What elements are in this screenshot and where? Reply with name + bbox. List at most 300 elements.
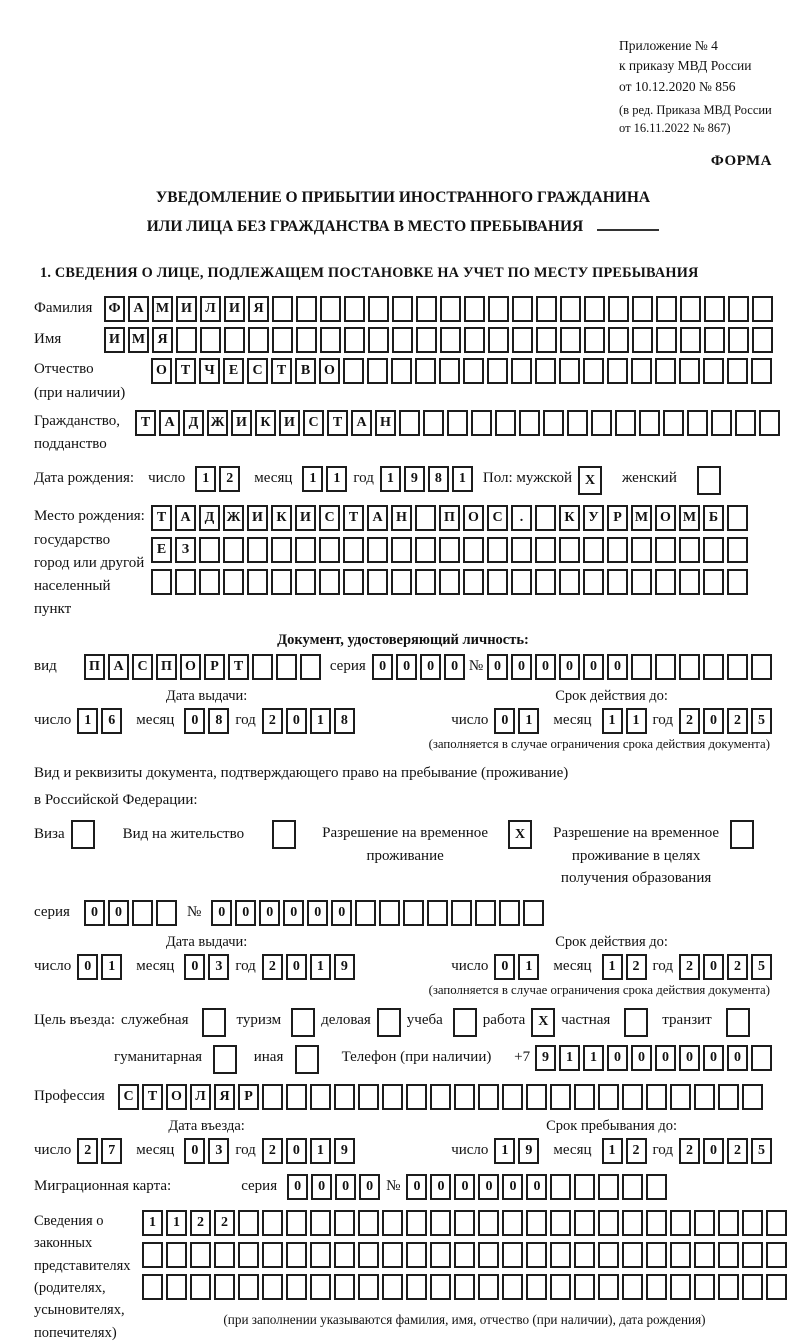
birth-year-cell[interactable]: 9 (404, 466, 425, 492)
sex-male-checkbox[interactable]: X (578, 466, 602, 495)
birth-place-char-cell[interactable]: М (631, 505, 652, 531)
surname-char-cell[interactable]: И (176, 296, 197, 322)
profession-char-cell[interactable]: О (166, 1084, 187, 1110)
entry-month-cell[interactable]: 3 (208, 1138, 229, 1164)
birth-place-char-cell[interactable] (343, 569, 364, 595)
surname-char-cell[interactable] (512, 296, 533, 322)
birth-place-char-cell[interactable] (631, 537, 652, 563)
citizenship-char-cell[interactable] (519, 410, 540, 436)
representatives-char-cell[interactable] (166, 1242, 187, 1268)
profession-char-cell[interactable] (670, 1084, 691, 1110)
id-issue-day-cell[interactable]: 6 (101, 708, 122, 734)
firstname-char-cell[interactable] (752, 327, 773, 353)
birth-place-char-cell[interactable] (151, 569, 172, 595)
patronymic-char-cell[interactable]: С (247, 358, 268, 384)
firstname-char-cell[interactable]: Я (152, 327, 173, 353)
patronymic-char-cell[interactable] (439, 358, 460, 384)
representatives-char-cell[interactable] (502, 1274, 523, 1300)
firstname-char-cell[interactable] (296, 327, 317, 353)
migration-series-cell[interactable]: 0 (359, 1174, 380, 1200)
profession-char-cell[interactable] (286, 1084, 307, 1110)
birth-place-char-cell[interactable]: Т (343, 505, 364, 531)
birth-place-char-cell[interactable] (559, 569, 580, 595)
profession-char-cell[interactable] (742, 1084, 763, 1110)
migration-number-cell[interactable]: 0 (526, 1174, 547, 1200)
representatives-char-cell[interactable] (526, 1274, 547, 1300)
representatives-char-cell[interactable] (646, 1274, 667, 1300)
representatives-char-cell[interactable] (694, 1242, 715, 1268)
birth-place-char-cell[interactable] (463, 569, 484, 595)
surname-char-cell[interactable] (320, 296, 341, 322)
id-doc-number-cell[interactable] (727, 654, 748, 680)
representatives-char-cell[interactable] (310, 1274, 331, 1300)
stay-year-cell[interactable]: 5 (751, 1138, 772, 1164)
birth-place-char-cell[interactable] (463, 537, 484, 563)
residence-number-cell[interactable]: 0 (259, 900, 280, 926)
id-issue-month-cell[interactable]: 8 (208, 708, 229, 734)
id-valid-year-cell[interactable]: 2 (679, 708, 700, 734)
residence-valid-month-cell[interactable]: 2 (626, 954, 647, 980)
representatives-char-cell[interactable] (742, 1242, 763, 1268)
patronymic-char-cell[interactable]: Т (175, 358, 196, 384)
migration-number-cell[interactable] (574, 1174, 595, 1200)
residence-permit-checkbox[interactable] (272, 820, 296, 849)
birth-place-char-cell[interactable] (199, 569, 220, 595)
representatives-char-cell[interactable] (550, 1210, 571, 1236)
representatives-char-cell[interactable] (478, 1242, 499, 1268)
surname-char-cell[interactable] (416, 296, 437, 322)
birth-place-char-cell[interactable]: Р (607, 505, 628, 531)
temp-residence-checkbox[interactable]: X (508, 820, 532, 849)
id-doc-type-cell[interactable]: П (84, 654, 105, 680)
stay-year-cell[interactable]: 0 (703, 1138, 724, 1164)
birth-place-char-cell[interactable]: З (175, 537, 196, 563)
id-doc-series-cell[interactable]: 0 (372, 654, 393, 680)
purpose-business-checkbox[interactable] (377, 1008, 401, 1037)
purpose-work-checkbox[interactable]: X (531, 1008, 555, 1037)
residence-valid-day-cell[interactable]: 1 (518, 954, 539, 980)
representatives-char-cell[interactable] (334, 1274, 355, 1300)
representatives-char-cell[interactable] (622, 1210, 643, 1236)
visa-checkbox[interactable] (71, 820, 95, 849)
representatives-char-cell[interactable] (718, 1274, 739, 1300)
profession-char-cell[interactable]: Л (190, 1084, 211, 1110)
birth-place-char-cell[interactable]: А (175, 505, 196, 531)
birth-place-char-cell[interactable]: У (583, 505, 604, 531)
id-doc-type-cell[interactable]: Т (228, 654, 249, 680)
patronymic-char-cell[interactable] (631, 358, 652, 384)
birth-place-char-cell[interactable] (655, 537, 676, 563)
representatives-char-cell[interactable] (574, 1210, 595, 1236)
migration-number-cell[interactable]: 0 (502, 1174, 523, 1200)
birth-place-char-cell[interactable] (583, 569, 604, 595)
citizenship-char-cell[interactable]: С (303, 410, 324, 436)
representatives-char-cell[interactable] (574, 1274, 595, 1300)
id-doc-type-cell[interactable] (276, 654, 297, 680)
patronymic-char-cell[interactable] (655, 358, 676, 384)
birth-month-cell[interactable]: 1 (302, 466, 323, 492)
id-valid-day-cell[interactable]: 1 (518, 708, 539, 734)
patronymic-char-cell[interactable]: Ч (199, 358, 220, 384)
residence-valid-month-cell[interactable]: 1 (602, 954, 623, 980)
birth-place-char-cell[interactable] (607, 537, 628, 563)
surname-char-cell[interactable] (272, 296, 293, 322)
profession-char-cell[interactable] (622, 1084, 643, 1110)
birth-place-char-cell[interactable] (487, 537, 508, 563)
birth-place-char-cell[interactable] (415, 537, 436, 563)
patronymic-char-cell[interactable] (559, 358, 580, 384)
patronymic-char-cell[interactable]: В (295, 358, 316, 384)
surname-char-cell[interactable] (536, 296, 557, 322)
surname-char-cell[interactable] (752, 296, 773, 322)
birth-place-char-cell[interactable]: О (463, 505, 484, 531)
representatives-char-cell[interactable] (190, 1274, 211, 1300)
purpose-humanitarian-checkbox[interactable] (213, 1045, 237, 1074)
firstname-char-cell[interactable] (464, 327, 485, 353)
firstname-char-cell[interactable] (344, 327, 365, 353)
birth-day-cell[interactable]: 2 (219, 466, 240, 492)
id-doc-type-cell[interactable] (252, 654, 273, 680)
id-issue-year-cell[interactable]: 8 (334, 708, 355, 734)
birth-year-cell[interactable]: 8 (428, 466, 449, 492)
birth-place-char-cell[interactable] (367, 569, 388, 595)
patronymic-char-cell[interactable] (607, 358, 628, 384)
birth-place-char-cell[interactable] (703, 569, 724, 595)
birth-place-char-cell[interactable]: М (679, 505, 700, 531)
residence-issue-year-cell[interactable]: 1 (310, 954, 331, 980)
profession-char-cell[interactable] (406, 1084, 427, 1110)
birth-place-char-cell[interactable] (223, 537, 244, 563)
migration-number-cell[interactable]: 0 (406, 1174, 427, 1200)
birth-place-char-cell[interactable] (655, 569, 676, 595)
phone-digit-cell[interactable]: 0 (607, 1045, 628, 1071)
id-doc-number-cell[interactable]: 0 (607, 654, 628, 680)
birth-place-char-cell[interactable]: А (367, 505, 388, 531)
birth-place-char-cell[interactable] (367, 537, 388, 563)
residence-series-cell[interactable]: 0 (84, 900, 105, 926)
purpose-study-checkbox[interactable] (453, 1008, 477, 1037)
patronymic-char-cell[interactable] (703, 358, 724, 384)
birth-place-char-cell[interactable] (727, 505, 748, 531)
entry-month-cell[interactable]: 0 (184, 1138, 205, 1164)
id-doc-type-cell[interactable]: С (132, 654, 153, 680)
representatives-char-cell[interactable] (550, 1242, 571, 1268)
migration-number-cell[interactable] (550, 1174, 571, 1200)
birth-place-char-cell[interactable] (631, 569, 652, 595)
profession-char-cell[interactable] (358, 1084, 379, 1110)
citizenship-char-cell[interactable] (447, 410, 468, 436)
representatives-char-cell[interactable] (526, 1242, 547, 1268)
stay-day-cell[interactable]: 1 (494, 1138, 515, 1164)
birth-place-char-cell[interactable]: Т (151, 505, 172, 531)
birth-place-char-cell[interactable] (223, 569, 244, 595)
citizenship-char-cell[interactable] (663, 410, 684, 436)
birth-place-char-cell[interactable] (295, 569, 316, 595)
citizenship-char-cell[interactable]: А (159, 410, 180, 436)
patronymic-char-cell[interactable] (535, 358, 556, 384)
representatives-char-cell[interactable] (190, 1242, 211, 1268)
representatives-char-cell[interactable] (766, 1242, 787, 1268)
entry-day-cell[interactable]: 2 (77, 1138, 98, 1164)
profession-char-cell[interactable] (382, 1084, 403, 1110)
firstname-char-cell[interactable] (680, 327, 701, 353)
patronymic-char-cell[interactable]: О (151, 358, 172, 384)
representatives-char-cell[interactable] (238, 1242, 259, 1268)
representatives-char-cell[interactable] (310, 1210, 331, 1236)
residence-issue-day-cell[interactable]: 0 (77, 954, 98, 980)
birth-place-char-cell[interactable]: О (655, 505, 676, 531)
id-doc-series-cell[interactable]: 0 (420, 654, 441, 680)
id-doc-series-cell[interactable]: 0 (396, 654, 417, 680)
representatives-char-cell[interactable] (718, 1242, 739, 1268)
stay-month-cell[interactable]: 1 (602, 1138, 623, 1164)
representatives-char-cell[interactable] (574, 1242, 595, 1268)
representatives-char-cell[interactable] (622, 1274, 643, 1300)
firstname-char-cell[interactable] (320, 327, 341, 353)
citizenship-char-cell[interactable]: Д (183, 410, 204, 436)
entry-day-cell[interactable]: 7 (101, 1138, 122, 1164)
representatives-char-cell[interactable] (406, 1242, 427, 1268)
migration-number-cell[interactable] (622, 1174, 643, 1200)
residence-issue-year-cell[interactable]: 9 (334, 954, 355, 980)
representatives-char-cell[interactable] (502, 1210, 523, 1236)
purpose-transit-checkbox[interactable] (726, 1008, 750, 1037)
residence-valid-year-cell[interactable]: 5 (751, 954, 772, 980)
birth-place-char-cell[interactable]: К (559, 505, 580, 531)
representatives-char-cell[interactable] (430, 1210, 451, 1236)
residence-issue-year-cell[interactable]: 2 (262, 954, 283, 980)
birth-place-char-cell[interactable] (415, 505, 436, 531)
representatives-char-cell[interactable] (382, 1242, 403, 1268)
birth-place-char-cell[interactable] (607, 569, 628, 595)
purpose-private-checkbox[interactable] (624, 1008, 648, 1037)
birth-place-char-cell[interactable] (679, 537, 700, 563)
representatives-char-cell[interactable] (238, 1274, 259, 1300)
birth-place-char-cell[interactable] (583, 537, 604, 563)
phone-digit-cell[interactable]: 9 (535, 1045, 556, 1071)
birth-place-char-cell[interactable]: И (295, 505, 316, 531)
representatives-char-cell[interactable] (478, 1274, 499, 1300)
residence-issue-month-cell[interactable]: 3 (208, 954, 229, 980)
citizenship-char-cell[interactable]: К (255, 410, 276, 436)
id-doc-number-cell[interactable]: 0 (487, 654, 508, 680)
birth-place-char-cell[interactable] (535, 505, 556, 531)
birth-place-char-cell[interactable] (271, 537, 292, 563)
phone-digit-cell[interactable]: 0 (655, 1045, 676, 1071)
birth-place-char-cell[interactable]: . (511, 505, 532, 531)
profession-char-cell[interactable]: Я (214, 1084, 235, 1110)
patronymic-char-cell[interactable]: О (319, 358, 340, 384)
representatives-char-cell[interactable] (670, 1274, 691, 1300)
firstname-char-cell[interactable] (632, 327, 653, 353)
birth-place-char-cell[interactable]: Ж (223, 505, 244, 531)
residence-number-cell[interactable]: 0 (211, 900, 232, 926)
representatives-char-cell[interactable] (214, 1242, 235, 1268)
firstname-char-cell[interactable] (584, 327, 605, 353)
birth-place-char-cell[interactable] (247, 569, 268, 595)
residence-number-cell[interactable]: 0 (307, 900, 328, 926)
birth-place-char-cell[interactable]: Е (151, 537, 172, 563)
representatives-char-cell[interactable]: 1 (142, 1210, 163, 1236)
firstname-char-cell[interactable]: М (128, 327, 149, 353)
profession-char-cell[interactable] (574, 1084, 595, 1110)
profession-char-cell[interactable] (334, 1084, 355, 1110)
representatives-char-cell[interactable] (598, 1274, 619, 1300)
patronymic-char-cell[interactable]: Т (271, 358, 292, 384)
phone-digit-cell[interactable]: 0 (631, 1045, 652, 1071)
citizenship-char-cell[interactable]: Т (327, 410, 348, 436)
residence-issue-year-cell[interactable]: 0 (286, 954, 307, 980)
representatives-char-cell[interactable] (310, 1242, 331, 1268)
surname-char-cell[interactable]: М (152, 296, 173, 322)
citizenship-char-cell[interactable] (639, 410, 660, 436)
profession-char-cell[interactable] (430, 1084, 451, 1110)
migration-number-cell[interactable]: 0 (478, 1174, 499, 1200)
citizenship-char-cell[interactable]: И (279, 410, 300, 436)
citizenship-char-cell[interactable] (471, 410, 492, 436)
representatives-char-cell[interactable] (622, 1242, 643, 1268)
representatives-char-cell[interactable] (382, 1210, 403, 1236)
migration-number-cell[interactable]: 0 (430, 1174, 451, 1200)
id-doc-number-cell[interactable]: 0 (559, 654, 580, 680)
firstname-char-cell[interactable] (704, 327, 725, 353)
residence-valid-day-cell[interactable]: 0 (494, 954, 515, 980)
birth-place-char-cell[interactable] (319, 569, 340, 595)
patronymic-char-cell[interactable] (727, 358, 748, 384)
birth-place-char-cell[interactable] (391, 537, 412, 563)
birth-place-char-cell[interactable]: К (271, 505, 292, 531)
representatives-char-cell[interactable] (358, 1274, 379, 1300)
birth-place-char-cell[interactable] (487, 569, 508, 595)
stay-year-cell[interactable]: 2 (679, 1138, 700, 1164)
firstname-char-cell[interactable] (272, 327, 293, 353)
birth-place-char-cell[interactable] (247, 537, 268, 563)
surname-char-cell[interactable]: Ф (104, 296, 125, 322)
migration-number-cell[interactable] (646, 1174, 667, 1200)
phone-digit-cell[interactable]: 1 (559, 1045, 580, 1071)
citizenship-char-cell[interactable]: Т (135, 410, 156, 436)
residence-valid-year-cell[interactable]: 0 (703, 954, 724, 980)
representatives-char-cell[interactable] (454, 1242, 475, 1268)
patronymic-char-cell[interactable] (463, 358, 484, 384)
profession-char-cell[interactable] (718, 1084, 739, 1110)
surname-char-cell[interactable] (464, 296, 485, 322)
citizenship-char-cell[interactable] (615, 410, 636, 436)
birth-place-char-cell[interactable]: П (439, 505, 460, 531)
firstname-char-cell[interactable] (560, 327, 581, 353)
birth-place-char-cell[interactable] (343, 537, 364, 563)
residence-valid-year-cell[interactable]: 2 (679, 954, 700, 980)
profession-char-cell[interactable] (502, 1084, 523, 1110)
residence-valid-year-cell[interactable]: 2 (727, 954, 748, 980)
citizenship-char-cell[interactable] (687, 410, 708, 436)
birth-place-char-cell[interactable] (727, 537, 748, 563)
entry-year-cell[interactable]: 2 (262, 1138, 283, 1164)
representatives-char-cell[interactable] (598, 1242, 619, 1268)
id-issue-year-cell[interactable]: 0 (286, 708, 307, 734)
representatives-char-cell[interactable] (406, 1210, 427, 1236)
representatives-char-cell[interactable] (142, 1242, 163, 1268)
migration-series-cell[interactable]: 0 (287, 1174, 308, 1200)
representatives-char-cell[interactable] (166, 1274, 187, 1300)
birth-place-char-cell[interactable] (535, 569, 556, 595)
representatives-char-cell[interactable] (598, 1210, 619, 1236)
representatives-char-cell[interactable] (214, 1274, 235, 1300)
representatives-char-cell[interactable] (238, 1210, 259, 1236)
birth-place-char-cell[interactable] (439, 537, 460, 563)
surname-char-cell[interactable]: Я (248, 296, 269, 322)
birth-place-char-cell[interactable] (319, 537, 340, 563)
firstname-char-cell[interactable] (368, 327, 389, 353)
phone-digit-cell[interactable]: 1 (583, 1045, 604, 1071)
firstname-char-cell[interactable] (608, 327, 629, 353)
firstname-char-cell[interactable] (512, 327, 533, 353)
id-issue-year-cell[interactable]: 2 (262, 708, 283, 734)
birth-place-char-cell[interactable] (295, 537, 316, 563)
representatives-char-cell[interactable] (286, 1210, 307, 1236)
entry-year-cell[interactable]: 9 (334, 1138, 355, 1164)
citizenship-char-cell[interactable] (567, 410, 588, 436)
id-doc-number-cell[interactable] (655, 654, 676, 680)
id-valid-year-cell[interactable]: 5 (751, 708, 772, 734)
citizenship-char-cell[interactable] (591, 410, 612, 436)
residence-number-cell[interactable] (427, 900, 448, 926)
residence-series-cell[interactable] (156, 900, 177, 926)
firstname-char-cell[interactable]: И (104, 327, 125, 353)
firstname-char-cell[interactable] (728, 327, 749, 353)
profession-char-cell[interactable] (478, 1084, 499, 1110)
firstname-char-cell[interactable] (392, 327, 413, 353)
representatives-char-cell[interactable] (358, 1210, 379, 1236)
migration-series-cell[interactable]: 0 (335, 1174, 356, 1200)
birth-year-cell[interactable]: 1 (452, 466, 473, 492)
surname-char-cell[interactable]: И (224, 296, 245, 322)
surname-char-cell[interactable] (440, 296, 461, 322)
residence-issue-month-cell[interactable]: 0 (184, 954, 205, 980)
representatives-char-cell[interactable]: 2 (214, 1210, 235, 1236)
firstname-char-cell[interactable] (200, 327, 221, 353)
id-doc-type-cell[interactable]: О (180, 654, 201, 680)
birth-place-char-cell[interactable] (199, 537, 220, 563)
purpose-tourism-checkbox[interactable] (291, 1008, 315, 1037)
residence-number-cell[interactable]: 0 (235, 900, 256, 926)
citizenship-char-cell[interactable]: И (231, 410, 252, 436)
residence-number-cell[interactable] (379, 900, 400, 926)
representatives-char-cell[interactable] (262, 1242, 283, 1268)
profession-char-cell[interactable] (454, 1084, 475, 1110)
representatives-char-cell[interactable] (142, 1274, 163, 1300)
profession-char-cell[interactable]: Т (142, 1084, 163, 1110)
profession-char-cell[interactable] (526, 1084, 547, 1110)
id-valid-month-cell[interactable]: 1 (602, 708, 623, 734)
birth-place-char-cell[interactable]: С (319, 505, 340, 531)
surname-char-cell[interactable] (728, 296, 749, 322)
representatives-char-cell[interactable] (478, 1210, 499, 1236)
birth-place-char-cell[interactable]: С (487, 505, 508, 531)
id-doc-number-cell[interactable] (703, 654, 724, 680)
representatives-char-cell[interactable]: 2 (190, 1210, 211, 1236)
representatives-char-cell[interactable] (406, 1274, 427, 1300)
representatives-char-cell[interactable] (718, 1210, 739, 1236)
id-valid-year-cell[interactable]: 0 (703, 708, 724, 734)
firstname-char-cell[interactable] (248, 327, 269, 353)
representatives-char-cell[interactable] (286, 1274, 307, 1300)
patronymic-char-cell[interactable] (679, 358, 700, 384)
surname-char-cell[interactable] (656, 296, 677, 322)
birth-place-char-cell[interactable]: Б (703, 505, 724, 531)
firstname-char-cell[interactable] (416, 327, 437, 353)
phone-digit-cell[interactable]: 0 (679, 1045, 700, 1071)
